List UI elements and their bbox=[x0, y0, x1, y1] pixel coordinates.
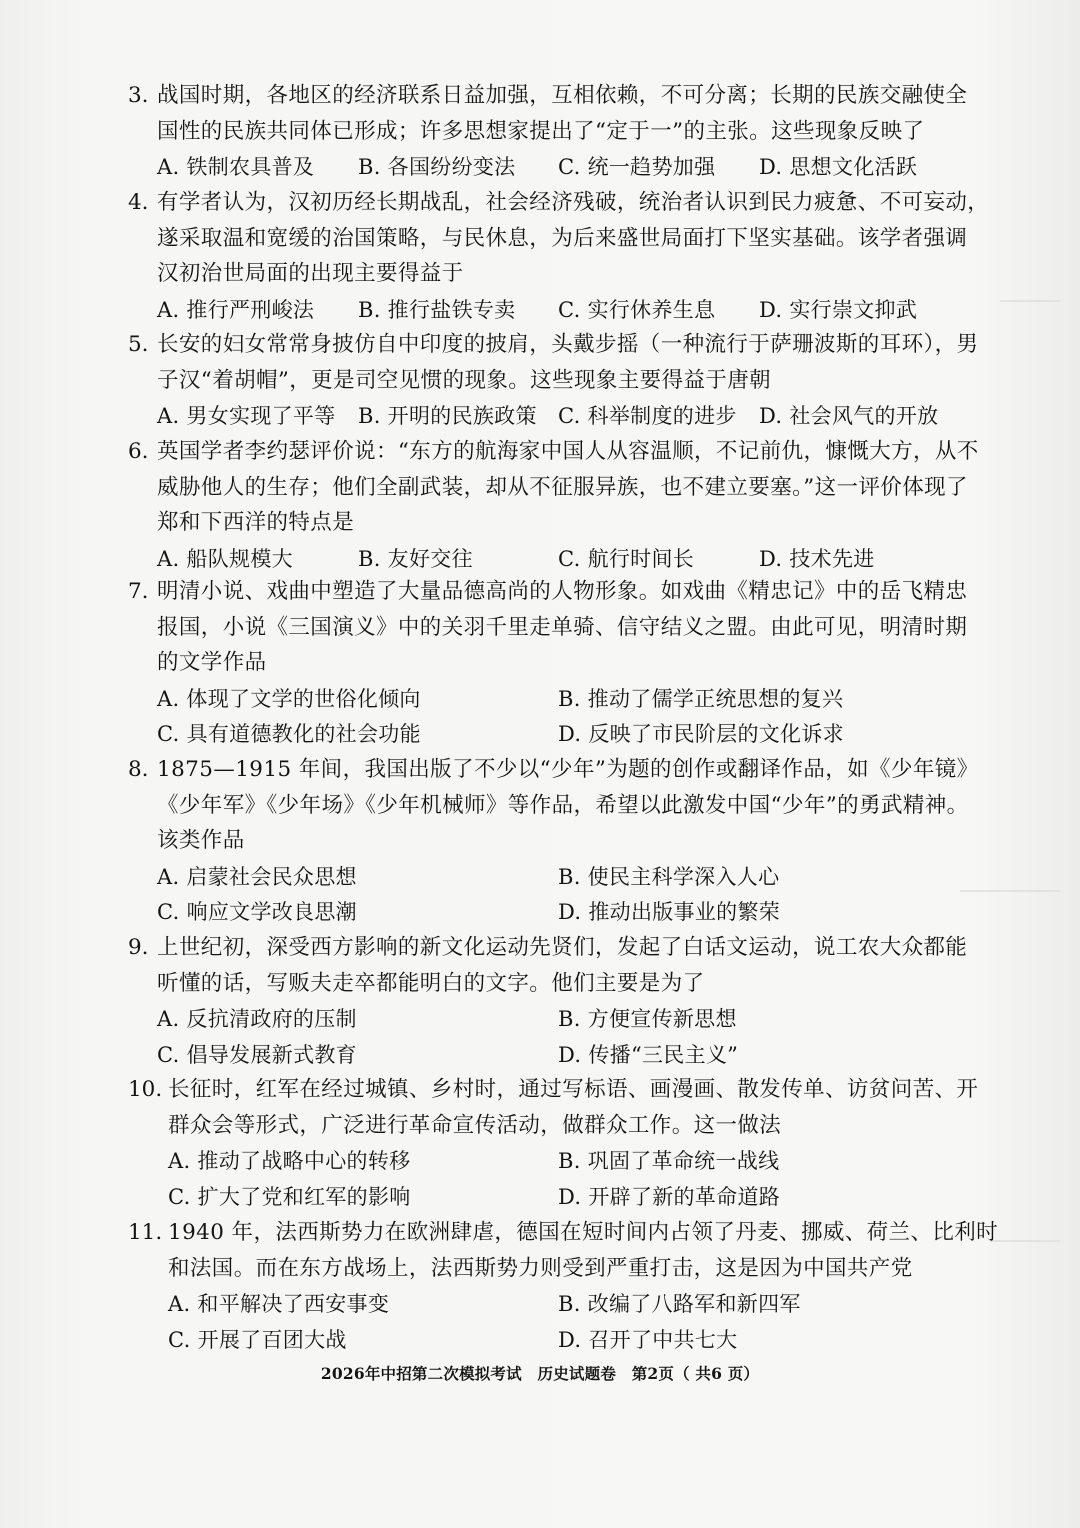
question-number: 7. bbox=[128, 579, 149, 604]
answer-option: A. 推行严刑峻法 bbox=[157, 297, 315, 322]
question-text-line: 群众会等形式，广泛进行革命宣传活动，做群众工作。这一做法 bbox=[168, 1112, 782, 1138]
answer-option: A. 启蒙社会民众思想 bbox=[157, 864, 357, 889]
answer-option: B. 各国纷纷变法 bbox=[358, 155, 516, 179]
answer-option: D. 召开了中共七大 bbox=[558, 1327, 738, 1352]
answer-option: C. 倡导发展新式教育 bbox=[157, 1042, 357, 1067]
question-number: 10. bbox=[128, 1077, 163, 1102]
question-text-line: 1875—1915 年间，我国出版了不少以“少年”为题的创作或翻译作品，如《少年镜》 bbox=[157, 757, 979, 782]
question-number: 3. bbox=[128, 83, 149, 108]
answer-option: A. 推动了战略中心的转移 bbox=[168, 1149, 411, 1173]
question-text-line: 该类作品 bbox=[157, 828, 245, 853]
answer-option: B. 推行盐铁专卖 bbox=[358, 297, 516, 322]
question-text-line: 《少年军》《少年场》《少年机械师》等作品，希望以此激发中国“少年”的勇武精神。 bbox=[157, 792, 969, 818]
question-text-line: 汉初治世局面的出现主要得益于 bbox=[157, 261, 464, 286]
question-text-line: 1940 年，法西斯势力在欧洲肆虐，德国在短时间内占领了丹麦、挪威、荷兰、比利时 bbox=[168, 1220, 999, 1245]
question-number: 9. bbox=[128, 935, 149, 960]
answer-option: B. 友好交往 bbox=[358, 546, 473, 571]
answer-option: C. 开展了百团大战 bbox=[168, 1327, 347, 1352]
question-text-line: 报国，小说《三国演义》中的关羽千里走单骑、信守结义之盟。由此可见，明清时期 bbox=[157, 614, 968, 640]
question-text-line: 和法国。而在东方战场上，法西斯势力则受到严重打击，这是因为中国共产党 bbox=[168, 1255, 913, 1281]
question-text-line: 子汉“着胡帽”，更是司空见惯的现象。这些现象主要得益于唐朝 bbox=[157, 367, 772, 393]
question-text-line: 国性的民族共同体已形成；许多思想家提出了“定于一”的主张。这些现象反映了 bbox=[157, 118, 925, 144]
answer-option: D. 技术先进 bbox=[759, 546, 875, 571]
question-text-line: 长安的妇女常常身披仿自中印度的披肩，头戴步摇（一种流行于萨珊波斯的耳环），男 bbox=[157, 332, 979, 357]
question-number: 6. bbox=[128, 439, 149, 464]
answer-option: C. 科举制度的进步 bbox=[558, 404, 737, 428]
question-text-line: 威胁他人的生存；他们全副武装，却从不征服异族，也不建立要塞。”这一评价体现了 bbox=[157, 474, 968, 500]
question-number: 4. bbox=[128, 190, 149, 215]
answer-option: B. 方便宣传新思想 bbox=[558, 1007, 737, 1031]
answer-option: A. 反抗清政府的压制 bbox=[157, 1007, 357, 1031]
answer-option: D. 推动出版事业的繁荣 bbox=[558, 900, 781, 924]
question-text-line: 英国学者李约瑟评价说：“东方的航海家中国人从容温顺，不记前仇，慷慨大方，从不 bbox=[157, 439, 979, 464]
question-text-line: 的文学作品 bbox=[157, 650, 267, 675]
answer-option: C. 实行休养生息 bbox=[558, 297, 716, 322]
question-text-line: 上世纪初，深受西方影响的新文化运动先贤们，发起了白话文运动，说工农大众都能 bbox=[157, 935, 968, 960]
answer-option: C. 扩大了党和红军的影响 bbox=[168, 1184, 411, 1209]
answer-option: B. 开明的民族政策 bbox=[358, 404, 537, 428]
answer-option: D. 实行崇文抑武 bbox=[759, 297, 918, 322]
answer-option: D. 思想文化活跃 bbox=[759, 155, 918, 179]
answer-option: A. 和平解决了西安事变 bbox=[168, 1292, 390, 1316]
answer-option: C. 具有道德教化的社会功能 bbox=[157, 722, 421, 746]
answer-option: B. 使民主科学深入人心 bbox=[558, 864, 780, 889]
answer-option: D. 传播“三民主义” bbox=[558, 1042, 739, 1067]
question-text-line: 战国时期，各地区的经济联系日益加强，互相依赖，不可分离；长期的民族交融使全 bbox=[157, 83, 968, 108]
scan-artifact bbox=[960, 890, 1060, 892]
answer-option: C. 航行时间长 bbox=[558, 546, 695, 571]
page-footer: 2026年中招第二次模拟考试 历史试题卷 第2页（ 共6 页） bbox=[320, 1364, 760, 1383]
question-text-line: 遂采取温和宽缓的治国策略，与民休息，为后来盛世局面打下坚实基础。该学者强调 bbox=[157, 225, 968, 251]
answer-option: A. 男女实现了平等 bbox=[157, 404, 336, 428]
question-number: 11. bbox=[128, 1220, 163, 1245]
answer-option: B. 推动了儒学正统思想的复兴 bbox=[558, 686, 844, 711]
answer-option: C. 响应文学改良思潮 bbox=[157, 900, 357, 924]
answer-option: D. 反映了市民阶层的文化诉求 bbox=[558, 722, 844, 746]
question-text-line: 郑和下西洋的特点是 bbox=[157, 510, 355, 535]
answer-option: B. 改编了八路军和新四军 bbox=[558, 1292, 801, 1316]
answer-option: D. 开辟了新的革命道路 bbox=[558, 1184, 781, 1209]
scan-artifact bbox=[990, 1240, 1060, 1242]
question-text-line: 听懂的话，写贩夫走卒都能明白的文字。他们主要是为了 bbox=[157, 970, 705, 996]
question-text-line: 明清小说、戏曲中塑造了大量品德高尚的人物形象。如戏曲《精忠记》中的岳飞精忠 bbox=[157, 579, 968, 604]
answer-option: B. 巩固了革命统一战线 bbox=[558, 1149, 780, 1173]
question-text-line: 长征时，红军在经过城镇、乡村时，通过写标语、画漫画、散发传单、访贫问苦、开 bbox=[168, 1077, 979, 1102]
answer-option: C. 统一趋势加强 bbox=[558, 155, 716, 179]
question-number: 8. bbox=[128, 757, 149, 782]
scan-artifact bbox=[1000, 300, 1060, 302]
answer-option: A. 体现了文学的世俗化倾向 bbox=[157, 686, 421, 711]
answer-option: A. 铁制农具普及 bbox=[157, 155, 315, 179]
question-number: 5. bbox=[128, 332, 149, 357]
answer-option: A. 船队规模大 bbox=[157, 546, 293, 571]
question-text-line: 有学者认为，汉初历经长期战乱，社会经济残破，统治者认识到民力疲惫、不可妄动， bbox=[157, 190, 990, 215]
answer-option: D. 社会风气的开放 bbox=[759, 404, 939, 428]
